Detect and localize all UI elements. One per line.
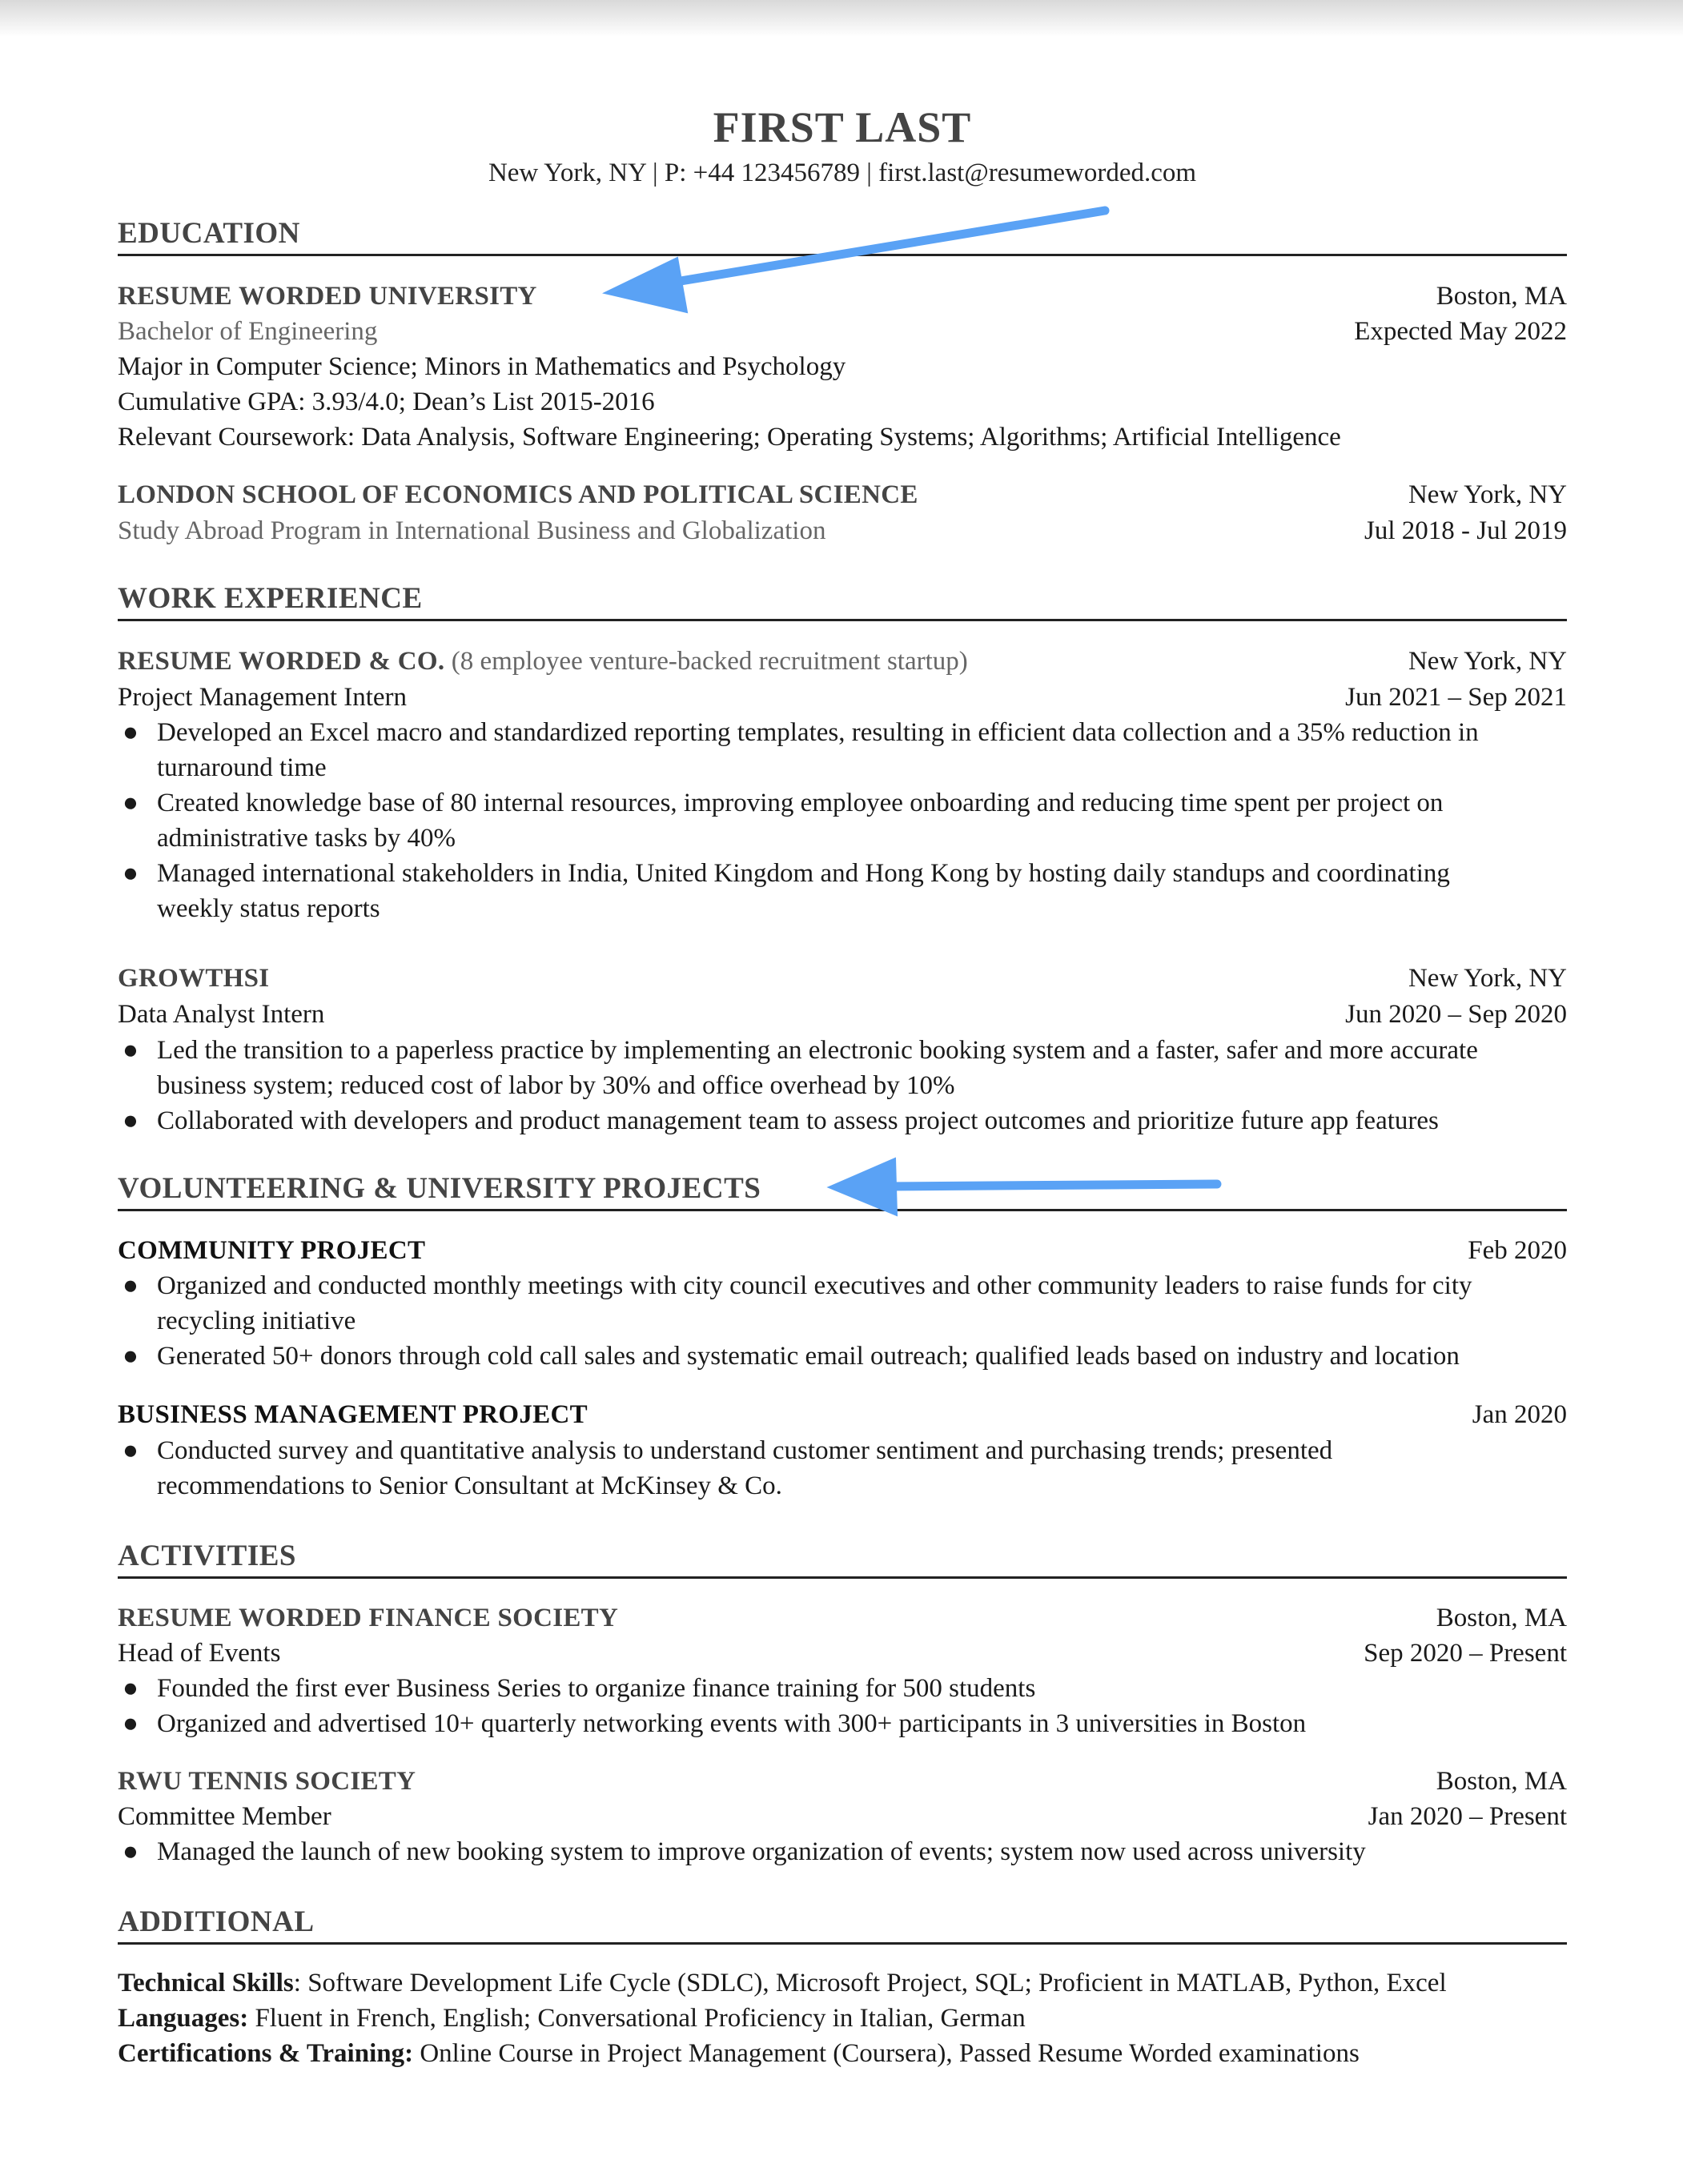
bullet-line: Generated 50+ donors through cold call sales and systematic email outreach; qualified leads based on industry and location [157,1342,1460,1371]
section-title: VOLUNTEERING & UNIVERSITY PROJECTS [118,1171,1567,1211]
organization-name: RESUME WORDED FINANCE SOCIETY [118,1604,619,1632]
section-title: ACTIVITIES [118,1539,1567,1579]
bullet-icon: ● [123,1036,139,1065]
education-detail: Major in Computer Science; Minors in Mathematics and Psychology [118,352,846,381]
arrow-shaft [885,1184,1217,1186]
date: Jun 2021 – Sep 2021 [1345,683,1567,712]
bullet-icon: ● [123,1674,139,1703]
section-title: WORK EXPERIENCE [118,581,1567,621]
employer-description: (8 employee venture-backed recruitment startup) [451,647,968,676]
item-label: Technical Skills [118,1969,294,1997]
section-title: ADDITIONAL [118,1905,1567,1945]
item-label: Languages: [118,2004,249,2033]
bullet-line: Founded the first ever Business Series to organize finance training for 500 students [157,1674,1036,1703]
location: Boston, MA [1436,1604,1567,1632]
project-name: COMMUNITY PROJECT [118,1236,426,1265]
employer-name: GROWTHSI [118,964,270,993]
date: Expected May 2022 [1354,317,1567,346]
job-title: Project Management Intern [118,683,408,712]
degree: Study Abroad Program in International Business and Globalization [118,516,826,545]
bullet-line: Managed international stakeholders in India, United Kingdom and Hong Kong by hosting daily standups and coordinating [157,859,1450,888]
location: New York, NY [1408,964,1567,993]
arrow-head [605,258,687,312]
role: Committee Member [118,1802,331,1831]
location: Boston, MA [1436,282,1567,311]
date: Jun 2020 – Sep 2020 [1345,1000,1567,1029]
date: Sep 2020 – Present [1364,1639,1567,1668]
item-label: Certifications & Training: [118,2039,414,2068]
bullet-line: Created knowledge base of 80 internal resources, improving employee onboarding and reducing time spent per project on [157,789,1444,817]
bullet-icon: ● [123,859,139,888]
bullet-line: Organized and advertised 10+ quarterly networking events with 300+ participants in 3 universities in Boston [157,1709,1307,1738]
project-name: BUSINESS MANAGEMENT PROJECT [118,1400,588,1429]
institution-name: RESUME WORDED UNIVERSITY [118,282,537,311]
bullet-line: Conducted survey and quantitative analysis to understand customer sentiment and purchasing trends; presented [157,1436,1333,1465]
item-separator: : [293,1969,301,1997]
item-text: Online Course in Project Management (Coursera), Passed Resume Worded examinations [413,2039,1360,2068]
arrow-head [829,1158,897,1215]
institution-name: LONDON SCHOOL OF ECONOMICS AND POLITICAL SCIENCE [118,480,918,509]
bullet-icon: ● [123,718,139,747]
location: Boston, MA [1436,1767,1567,1796]
date: Jan 2020 – Present [1368,1802,1567,1831]
candidate-name: FIRST LAST [713,103,972,151]
item-text: Fluent in French, English; Conversational Proficiency in Italian, German [248,2004,1026,2033]
section-title: EDUCATION [118,216,1567,256]
bullet-line: Led the transition to a paperless practice by implementing an electronic booking system and a faster, safer and more accurate [157,1036,1478,1065]
bullet-line: Collaborated with developers and product management team to assess project outcomes and prioritize future app features [157,1106,1439,1135]
bullet-line: turnaround time [157,753,327,782]
bullet-line: administrative tasks by 40% [157,824,456,853]
education-detail: Cumulative GPA: 3.93/4.0; Dean’s List 2015-2016 [118,387,655,416]
location: New York, NY [1408,480,1567,509]
employer-name: RESUME WORDED & CO. [118,647,445,676]
bullet-icon: ● [123,789,139,817]
bullet-line: business system; reduced cost of labor by 30% and office overhead by 10% [157,1071,955,1100]
degree: Bachelor of Engineering [118,317,378,346]
contact-line: New York, NY | P: +44 123456789 | first.last@resumeworded.com [488,159,1197,187]
role: Head of Events [118,1639,281,1668]
bullet-icon: ● [123,1436,139,1465]
bullet-icon: ● [123,1342,139,1371]
location: New York, NY [1408,647,1567,676]
arrow-shaft [657,211,1105,285]
item-text: Software Development Life Cycle (SDLC), Microsoft Project, SQL; Proficient in MATLAB, Python, Excel [300,1969,1447,1997]
bullet-line: Developed an Excel macro and standardized reporting templates, resulting in efficient data collection and a 35% reduction in [157,718,1479,747]
bullet-line: Managed the launch of new booking system to improve organization of events; system now used across university [157,1837,1366,1866]
date: Jan 2020 [1472,1400,1567,1429]
organization-name: RWU TENNIS SOCIETY [118,1767,416,1796]
job-title: Data Analyst Intern [118,1000,325,1029]
bullet-line: recommendations to Senior Consultant at McKinsey & Co. [157,1471,782,1500]
bullet-line: Organized and conducted monthly meetings with city council executives and other community leaders to raise funds for city [157,1271,1472,1300]
bullet-icon: ● [123,1837,139,1866]
bullet-icon: ● [123,1271,139,1300]
education-detail: Relevant Coursework: Data Analysis, Software Engineering; Operating Systems; Algorithms; Artificial Intelligence [118,423,1341,452]
date: Jul 2018 - Jul 2019 [1364,516,1567,545]
bullet-line: recycling initiative [157,1307,356,1335]
date: Feb 2020 [1468,1236,1567,1265]
bullet-icon: ● [123,1709,139,1738]
bullet-line: weekly status reports [157,894,380,923]
bullet-icon: ● [123,1106,139,1135]
